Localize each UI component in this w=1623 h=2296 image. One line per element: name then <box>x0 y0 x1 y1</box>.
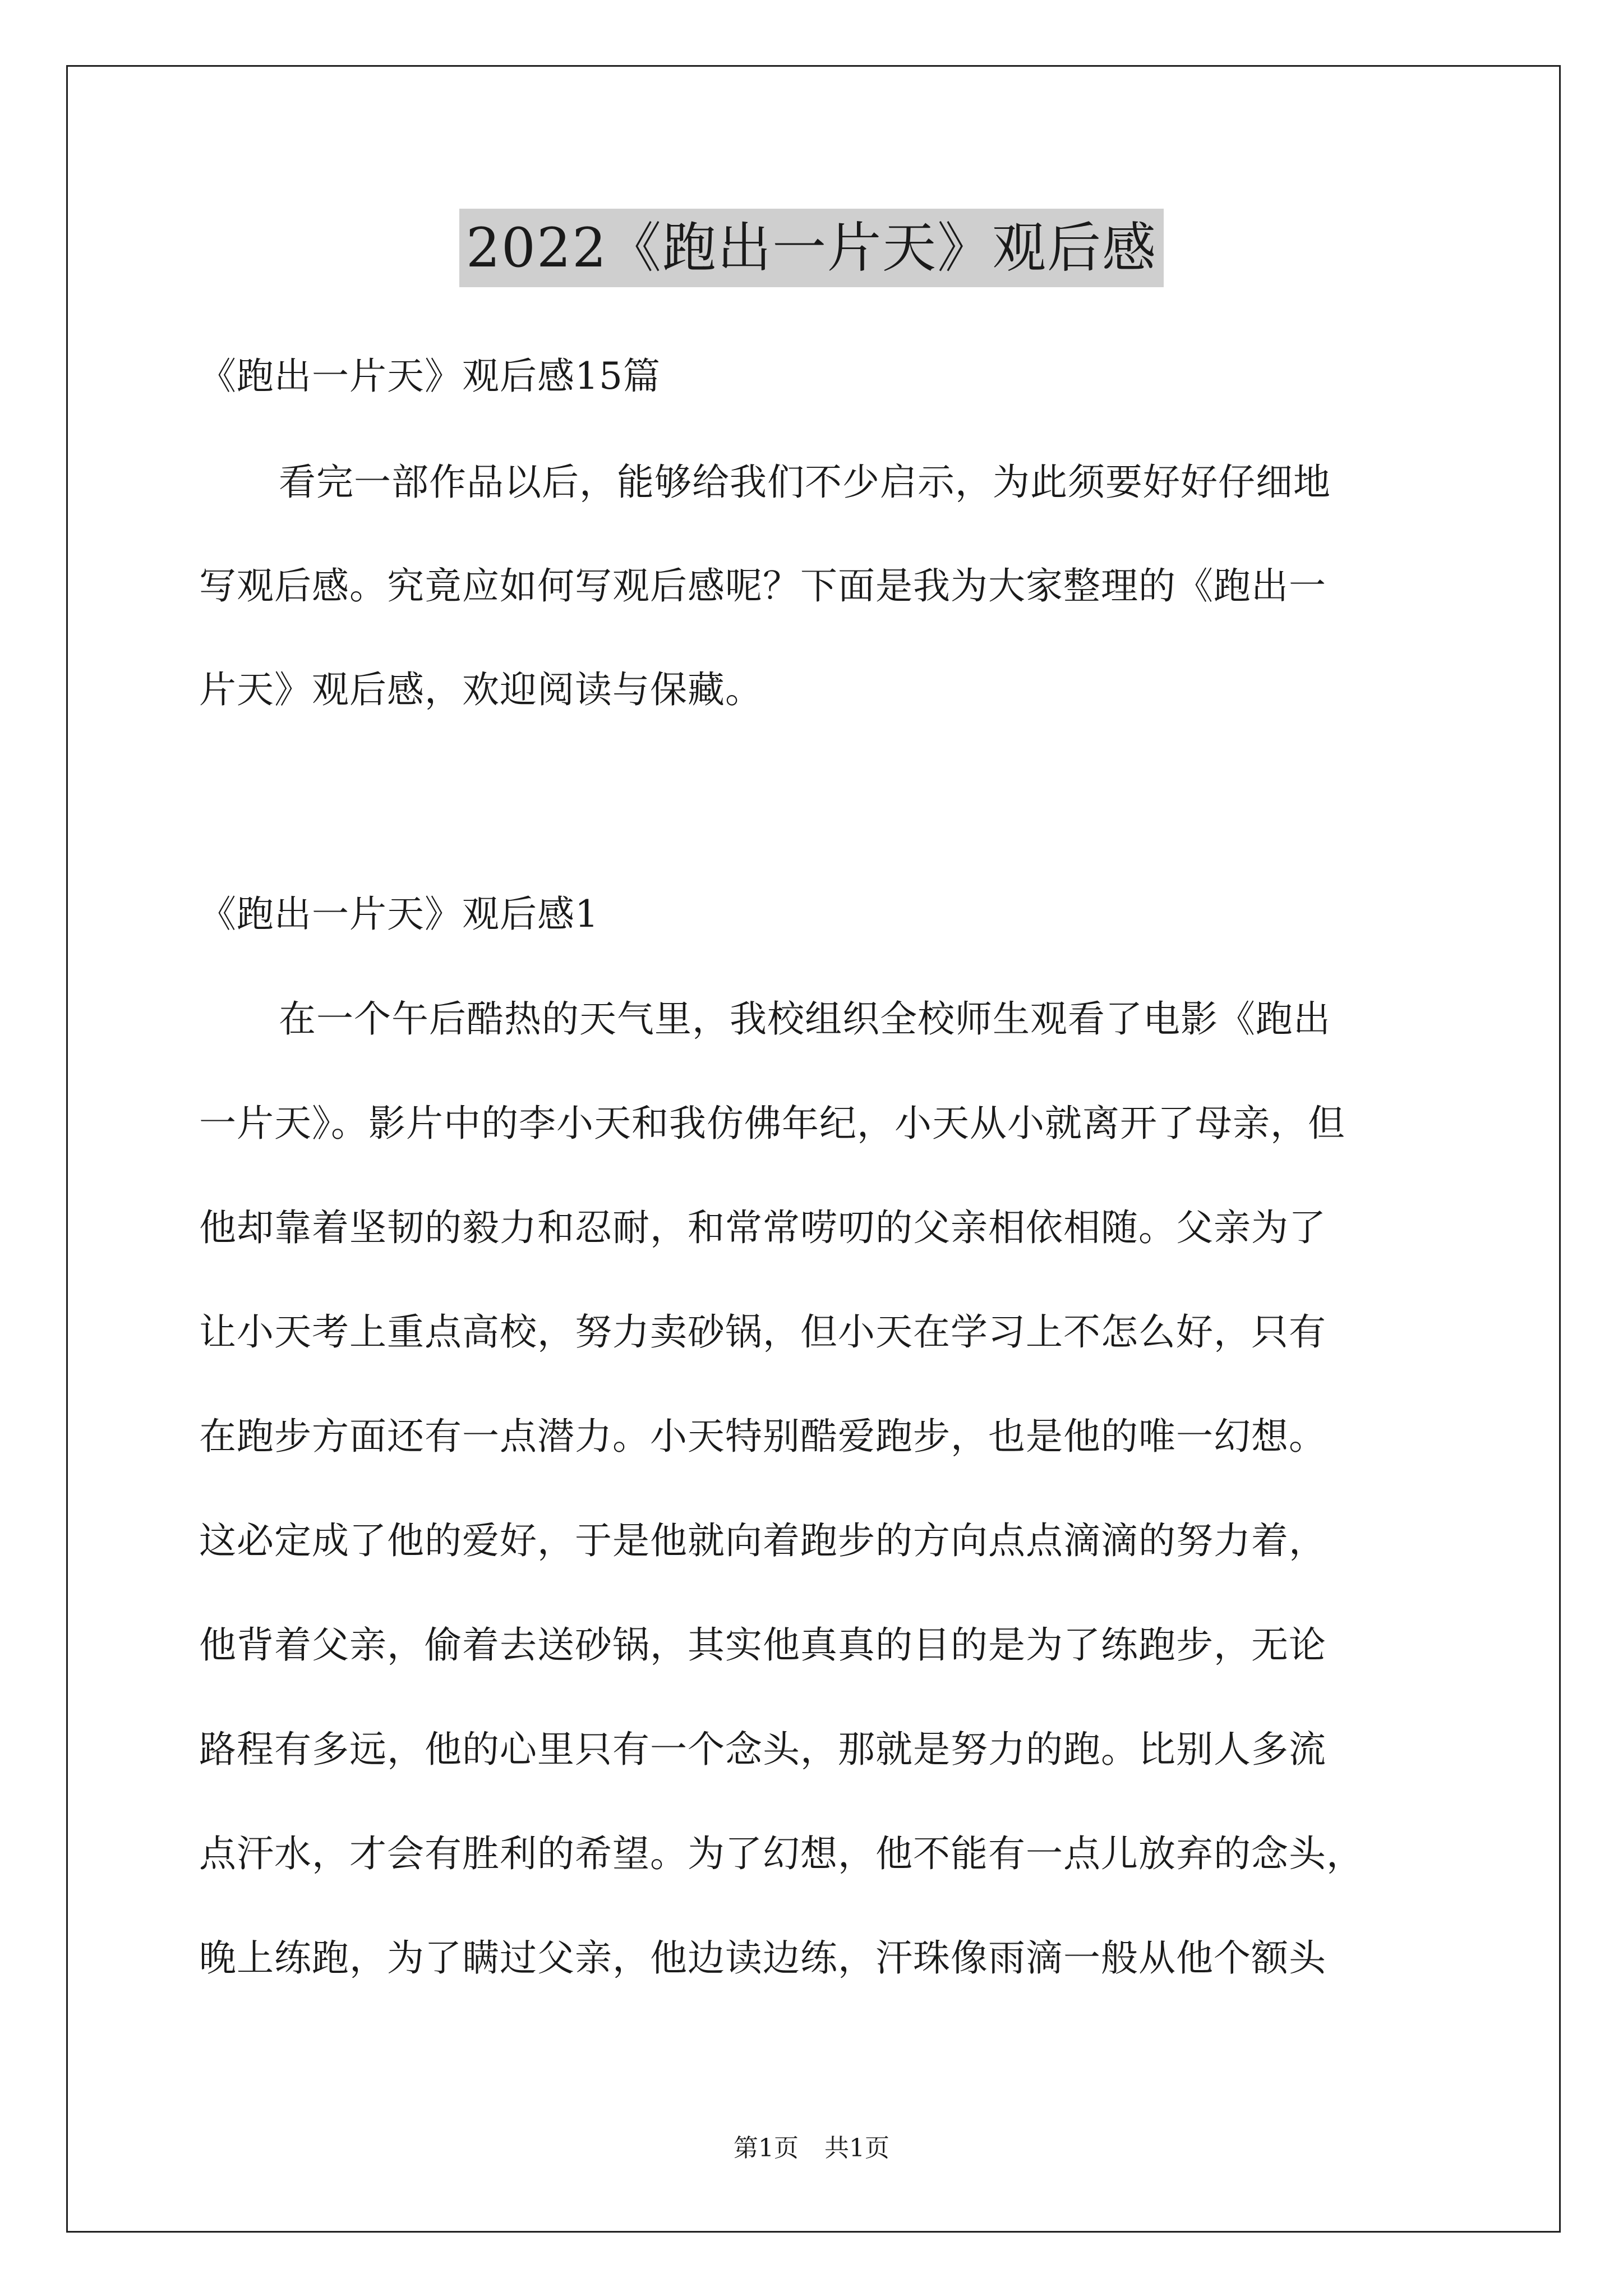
body-line: 路程有多远，他的心里只有一个念头，那就是努力的跑。比别人多流 <box>199 1728 1326 1771</box>
document-title: 2022《跑出一片天》观后感 <box>459 209 1164 287</box>
page-number: 第1页 <box>734 2134 799 2162</box>
body-line: 他背着父亲，偷着去送砂锅，其实他真真的目的是为了练跑步，无论 <box>199 1623 1326 1667</box>
intro-line: 看完一部作品以后，能够给我们不少启示，为此须要好好仔细地 <box>279 461 1331 504</box>
body-line: 点汗水，才会有胜利的希望。为了幻想，他不能有一点儿放弃的念头， <box>199 1832 1364 1875</box>
body-line: 让小天考上重点高校，努力卖砂锅，但小天在学习上不怎么好，只有 <box>199 1310 1326 1354</box>
subtitle: 《跑出一片天》观后感15篇 <box>199 355 661 398</box>
body-line: 他却靠着坚韧的毅力和忍耐，和常常唠叨的父亲相依相随。父亲为了 <box>199 1206 1326 1249</box>
body-line: 这必定成了他的爱好，于是他就向着跑步的方向点点滴滴的努力着， <box>199 1519 1326 1562</box>
title-container <box>0 209 1623 287</box>
page-total: 共1页 <box>824 2134 889 2162</box>
section-heading: 《跑出一片天》观后感1 <box>199 892 599 936</box>
page-footer <box>0 2132 1623 2165</box>
intro-line: 写观后感。究竟应如何写观后感呢？下面是我为大家整理的《跑出一 <box>199 564 1326 608</box>
intro-line: 片天》观后感，欢迎阅读与保藏。 <box>199 668 763 711</box>
body-line: 在跑步方面还有一点潜力。小天特别酷爱跑步，也是他的唯一幻想。 <box>199 1415 1326 1458</box>
body-line: 在一个午后酷热的天气里，我校组织全校师生观看了电影《跑出 <box>279 997 1331 1041</box>
body-line: 晚上练跑，为了瞒过父亲，他边读边练，汗珠像雨滴一般从他个额头 <box>199 1936 1326 1980</box>
body-line: 一片天》。影片中的李小天和我仿佛年纪，小天从小就离开了母亲，但 <box>199 1102 1345 1145</box>
